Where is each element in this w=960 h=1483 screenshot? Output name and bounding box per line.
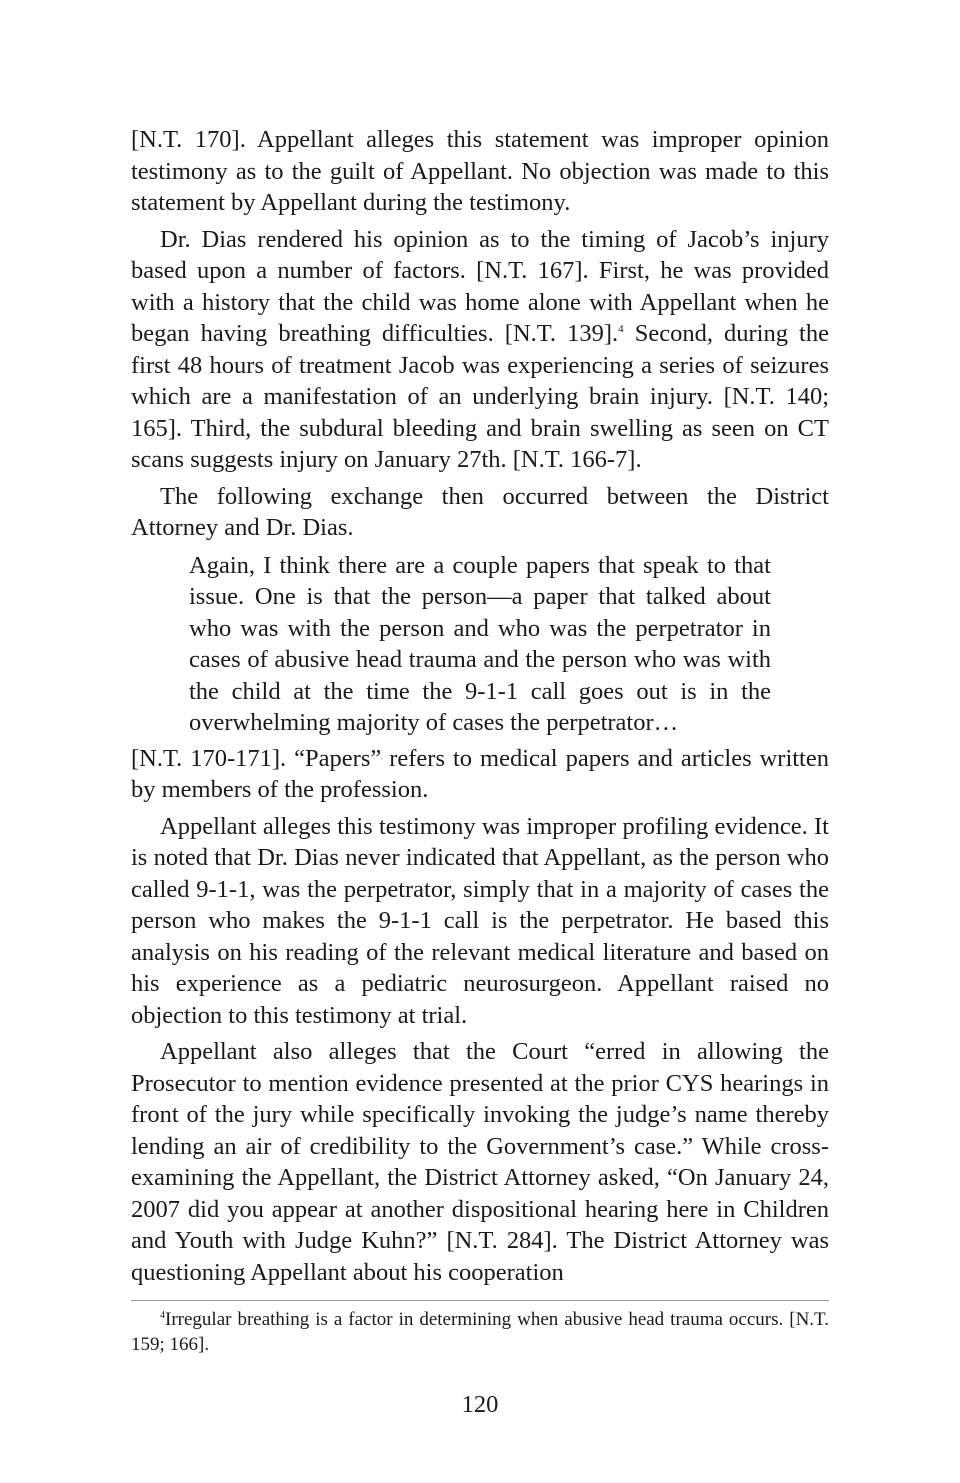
- paragraph-timing-opinion: [131, 224, 829, 476]
- paragraph-text: Dr. Dias rendered his opinion as to the timing of Jacob’s injury based upon a number of factors. [N.T. 167]. First, he was provided with a history that the child was home alone with Appellant when he began having breathing difficulties. [N.T. 139].: [131, 225, 829, 347]
- paragraph-profiling: Appellant alleges this testimony was improper profiling evidence. It is noted that Dr. Dias never indicated that Appellant, as the person who called 9-1-1, was the perpetrator, simply that in a majority of cases the person who makes the 9-1-1 call is the perpetrator. He based this analysis on his reading of the relevant medical literature and based on his experience as a pediatric neurosurgeon. Appellant raised no objection to this testimony at trial.: [131, 812, 829, 1029]
- footnote: [131, 1307, 829, 1357]
- paragraph-cys-hearings: Appellant also alleges that the Court “erred in allowing the Prosecutor to mention evidence presented at the prior CYS hearings in front of the jury while specifically invoking the judge’s name thereby lending an air of credibility to the Government’s case.” While cross-examining the Appellant, the District Attorney asked, “On January 24, 2007 did you appear at another dispositional hearing here in Children and Youth with Judge Kuhn?” [N.T. 284]. The District Attorney was questioning Appellant about his cooperation: [131, 1038, 829, 1286]
- footnote-text: Irregular breathing is a factor in determining when abusive head trauma occurs. [N.T. 159; 166].: [131, 1309, 829, 1355]
- footnote-divider: [131, 1300, 829, 1301]
- paragraph-continuation: [N.T. 170]. Appellant alleges this statement was improper opinion testimony as to the guilt of Appellant. No objection was made to this statement by Appellant during the testimony.: [131, 126, 829, 216]
- block-quote-testimony: Again, I think there are a couple papers that speak to that issue. One is that the person—a paper that talked about who was with the person and who was the perpetrator in cases of abusive head trauma and the person who was with the child at the time the 9-1-1 call goes out is in the overwhelming majority of cases the perpetrator…: [189, 551, 771, 736]
- paragraph-exchange-intro: The following exchange then occurred between the District Attorney and Dr. Dias.: [131, 482, 829, 541]
- footnote-marker: 4: [160, 1310, 165, 1321]
- page-body: [131, 124, 829, 1293]
- paragraph-citation: [N.T. 170-171]. “Papers” refers to medical papers and articles written by members of the profession.: [131, 744, 829, 803]
- paragraph-text: Second, during the first 48 hours of treatment Jacob was experiencing a series of seizures which are a manifestation of an underlying brain injury. [N.T. 140; 165]. Third, the subdural bleeding and brain swelling as seen on CT scans suggests injury on January 27th. [N.T. 166-7].: [131, 320, 829, 473]
- page-number: 120: [461, 1391, 499, 1418]
- footnote-reference[interactable]: 4: [618, 323, 624, 335]
